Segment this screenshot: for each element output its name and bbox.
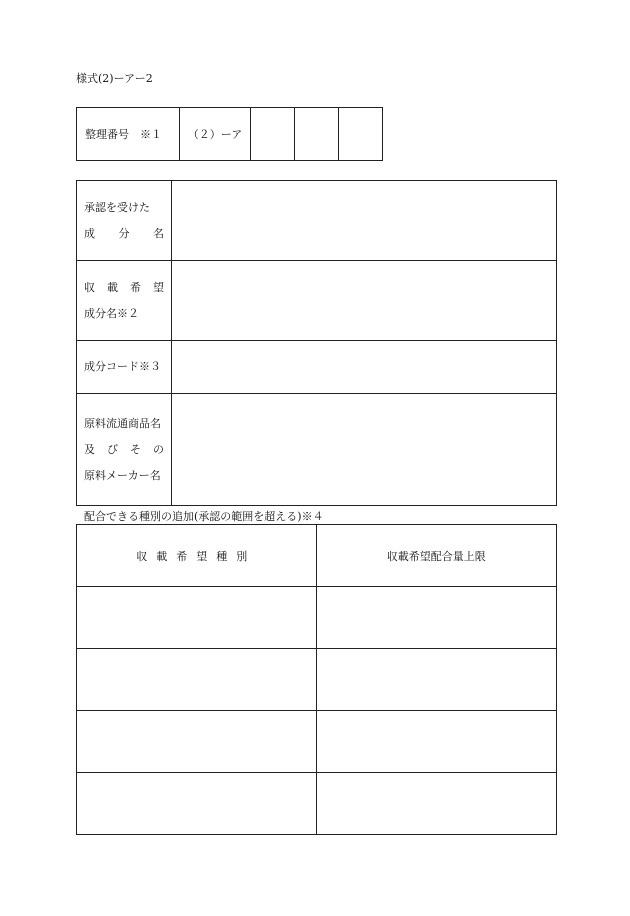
info-label-line: 原料流通商品名 — [84, 416, 161, 430]
types-section-caption: 配合できる種別の追加(承認の範囲を超える)※４ — [84, 510, 324, 523]
info-row-approved-ingredient — [77, 181, 557, 261]
approved-ingredient-field[interactable] — [171, 181, 556, 261]
table-row — [77, 649, 557, 711]
table-row — [77, 587, 557, 649]
ingredient-code-field[interactable] — [171, 341, 556, 394]
types-header-row — [77, 525, 557, 587]
reference-box-3[interactable] — [339, 108, 383, 161]
type-cell[interactable] — [77, 773, 317, 835]
table-row — [77, 711, 557, 773]
limit-cell[interactable] — [316, 711, 557, 773]
reference-code: （２）ーア — [180, 108, 251, 161]
info-label-line: 成分名※２ — [84, 306, 139, 320]
info-row-ingredient-code — [77, 341, 557, 394]
ingredient-info-table — [76, 180, 557, 506]
info-label-ingredient-code — [77, 341, 172, 394]
info-label-approved-ingredient — [77, 181, 172, 261]
reference-number-table — [76, 107, 383, 161]
type-cell[interactable] — [77, 711, 317, 773]
info-row-trade-name — [77, 394, 557, 506]
info-label-trade-name — [77, 394, 172, 506]
type-cell[interactable] — [77, 649, 317, 711]
types-header-limit: 収載希望配合量上限 — [316, 525, 557, 587]
info-label-line: 成分コード※３ — [84, 360, 161, 373]
info-label-line: 収 載 希 望 — [84, 280, 164, 294]
info-label-line: 及 び そ の — [84, 442, 164, 456]
types-table — [76, 524, 557, 835]
info-label-line: 成 分 名 — [84, 226, 164, 240]
info-label-line: 原料メーカー名 — [84, 468, 161, 482]
trade-name-field[interactable] — [171, 394, 556, 506]
reference-box-1[interactable] — [251, 108, 295, 161]
limit-cell[interactable] — [316, 587, 557, 649]
limit-cell[interactable] — [316, 649, 557, 711]
type-cell[interactable] — [77, 587, 317, 649]
types-header-type: 収載希望種別 — [77, 525, 317, 587]
form-number-label: 様式(2)ーアー2 — [76, 72, 153, 85]
table-row — [77, 773, 557, 835]
info-label-line: 承認を受けた — [84, 200, 150, 214]
info-row-desired-ingredient — [77, 261, 557, 341]
info-label-desired-ingredient — [77, 261, 172, 341]
reference-number-label: 整理番号 ※１ — [77, 108, 180, 161]
reference-box-2[interactable] — [295, 108, 339, 161]
desired-ingredient-field[interactable] — [171, 261, 556, 341]
limit-cell[interactable] — [316, 773, 557, 835]
